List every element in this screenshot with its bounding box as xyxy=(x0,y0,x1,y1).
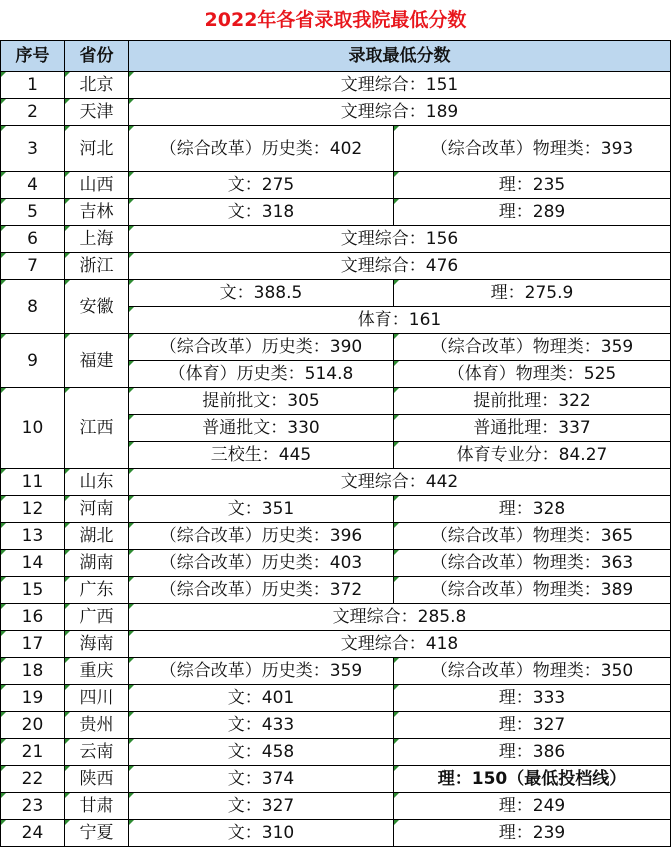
row-number: 17 xyxy=(1,631,65,658)
score-cell: （综合改革）历史类：359 xyxy=(129,658,394,685)
row-number: 5 xyxy=(1,199,65,226)
score-cell: 文：327 xyxy=(129,793,394,820)
province-cell: 陕西 xyxy=(65,766,129,793)
score-cell: 体育：161 xyxy=(129,307,671,334)
score-cell: 普通批理：337 xyxy=(394,415,671,442)
score-cell: （体育）物理类：525 xyxy=(394,361,671,388)
row-number: 6 xyxy=(1,226,65,253)
province-cell: 吉林 xyxy=(65,199,129,226)
row-number: 9 xyxy=(1,334,65,388)
row-number: 20 xyxy=(1,712,65,739)
table-row xyxy=(1,793,671,820)
table-row xyxy=(1,469,671,496)
score-cell: 提前批理：322 xyxy=(394,388,671,415)
province-cell: 广东 xyxy=(65,577,129,604)
table-row xyxy=(1,99,671,126)
table-row xyxy=(1,685,671,712)
score-cell: 文理综合：151 xyxy=(129,72,671,99)
score-cell: （综合改革）物理类：389 xyxy=(394,577,671,604)
province-cell: 宁夏 xyxy=(65,820,129,847)
row-number: 1 xyxy=(1,72,65,99)
row-number: 7 xyxy=(1,253,65,280)
province-cell: 甘肃 xyxy=(65,793,129,820)
province-cell: 广西 xyxy=(65,604,129,631)
province-cell: 河北 xyxy=(65,126,129,172)
score-cell: 理：249 xyxy=(394,793,671,820)
table-row xyxy=(1,126,671,172)
table-row xyxy=(1,388,671,415)
score-cell: 理：333 xyxy=(394,685,671,712)
score-cell: 文：458 xyxy=(129,739,394,766)
province-cell: 山西 xyxy=(65,172,129,199)
province-cell: 上海 xyxy=(65,226,129,253)
header-province: 省份 xyxy=(65,41,129,72)
table-row xyxy=(1,523,671,550)
province-cell: 安徽 xyxy=(65,280,129,334)
row-number: 23 xyxy=(1,793,65,820)
table-row xyxy=(1,712,671,739)
province-cell: 海南 xyxy=(65,631,129,658)
province-cell: 山东 xyxy=(65,469,129,496)
score-cell: 理：386 xyxy=(394,739,671,766)
header-no: 序号 xyxy=(1,41,65,72)
table-row xyxy=(1,766,671,793)
score-table xyxy=(0,40,671,847)
table-row xyxy=(1,253,671,280)
score-cell: 文理综合：189 xyxy=(129,99,671,126)
province-cell: 湖北 xyxy=(65,523,129,550)
province-cell: 浙江 xyxy=(65,253,129,280)
score-cell: 文：318 xyxy=(129,199,394,226)
score-cell: 理：328 xyxy=(394,496,671,523)
score-cell: 文理综合：442 xyxy=(129,469,671,496)
row-number: 3 xyxy=(1,126,65,172)
table-row xyxy=(1,334,671,361)
row-number: 8 xyxy=(1,280,65,334)
table-row xyxy=(1,199,671,226)
table-row xyxy=(1,658,671,685)
province-cell: 四川 xyxy=(65,685,129,712)
score-cell: （综合改革）历史类：396 xyxy=(129,523,394,550)
score-cell: 文理综合：285.8 xyxy=(129,604,671,631)
row-number: 12 xyxy=(1,496,65,523)
score-cell: 文理综合：418 xyxy=(129,631,671,658)
table-row xyxy=(1,72,671,99)
score-cell: 提前批文：305 xyxy=(129,388,394,415)
score-cell: （综合改革）物理类：363 xyxy=(394,550,671,577)
row-number: 13 xyxy=(1,523,65,550)
row-number: 2 xyxy=(1,99,65,126)
province-cell: 北京 xyxy=(65,72,129,99)
score-cell: （综合改革）物理类：359 xyxy=(394,334,671,361)
score-cell: 文：433 xyxy=(129,712,394,739)
table-row xyxy=(1,226,671,253)
score-cell: 三校生：445 xyxy=(129,442,394,469)
province-cell: 天津 xyxy=(65,99,129,126)
table-row xyxy=(1,604,671,631)
score-cell: 理：275.9 xyxy=(394,280,671,307)
score-cell: （综合改革）历史类：402 xyxy=(129,126,394,172)
row-number: 14 xyxy=(1,550,65,577)
row-number: 18 xyxy=(1,658,65,685)
score-cell: 理：150（最低投档线） xyxy=(394,766,671,793)
header-score: 录取最低分数 xyxy=(129,41,671,72)
score-cell: （综合改革）历史类：390 xyxy=(129,334,394,361)
table-row xyxy=(1,739,671,766)
row-number: 11 xyxy=(1,469,65,496)
score-cell: 普通批文：330 xyxy=(129,415,394,442)
table-body xyxy=(1,72,671,847)
score-cell: （体育）历史类：514.8 xyxy=(129,361,394,388)
score-cell: 理：289 xyxy=(394,199,671,226)
score-cell: 体育专业分：84.27 xyxy=(394,442,671,469)
province-cell: 重庆 xyxy=(65,658,129,685)
score-cell: 文：351 xyxy=(129,496,394,523)
table-row xyxy=(1,550,671,577)
province-cell: 河南 xyxy=(65,496,129,523)
score-cell: 理：327 xyxy=(394,712,671,739)
score-cell: 文：374 xyxy=(129,766,394,793)
table-row xyxy=(1,496,671,523)
header-row xyxy=(1,41,671,72)
province-cell: 福建 xyxy=(65,334,129,388)
score-cell: 文理综合：156 xyxy=(129,226,671,253)
score-cell: 文理综合：476 xyxy=(129,253,671,280)
province-cell: 江西 xyxy=(65,388,129,469)
score-cell: （综合改革）物理类：350 xyxy=(394,658,671,685)
score-cell: 理：239 xyxy=(394,820,671,847)
row-number: 16 xyxy=(1,604,65,631)
score-cell: 文：275 xyxy=(129,172,394,199)
province-cell: 云南 xyxy=(65,739,129,766)
score-cell: 文：310 xyxy=(129,820,394,847)
table-row xyxy=(1,280,671,307)
table-row xyxy=(1,577,671,604)
score-cell: （综合改革）历史类：403 xyxy=(129,550,394,577)
row-number: 21 xyxy=(1,739,65,766)
score-cell: （综合改革）历史类：372 xyxy=(129,577,394,604)
row-number: 22 xyxy=(1,766,65,793)
score-cell: （综合改革）物理类：365 xyxy=(394,523,671,550)
row-number: 10 xyxy=(1,388,65,469)
score-cell: 理：235 xyxy=(394,172,671,199)
province-cell: 贵州 xyxy=(65,712,129,739)
score-cell: 文：388.5 xyxy=(129,280,394,307)
row-number: 15 xyxy=(1,577,65,604)
table-row xyxy=(1,631,671,658)
table-row xyxy=(1,820,671,847)
row-number: 19 xyxy=(1,685,65,712)
row-number: 4 xyxy=(1,172,65,199)
table-row xyxy=(1,172,671,199)
row-number: 24 xyxy=(1,820,65,847)
score-cell: 文：401 xyxy=(129,685,394,712)
page-title: 2022年各省录取我院最低分数 xyxy=(204,9,467,31)
score-cell: （综合改革）物理类：393 xyxy=(394,126,671,172)
province-cell: 湖南 xyxy=(65,550,129,577)
